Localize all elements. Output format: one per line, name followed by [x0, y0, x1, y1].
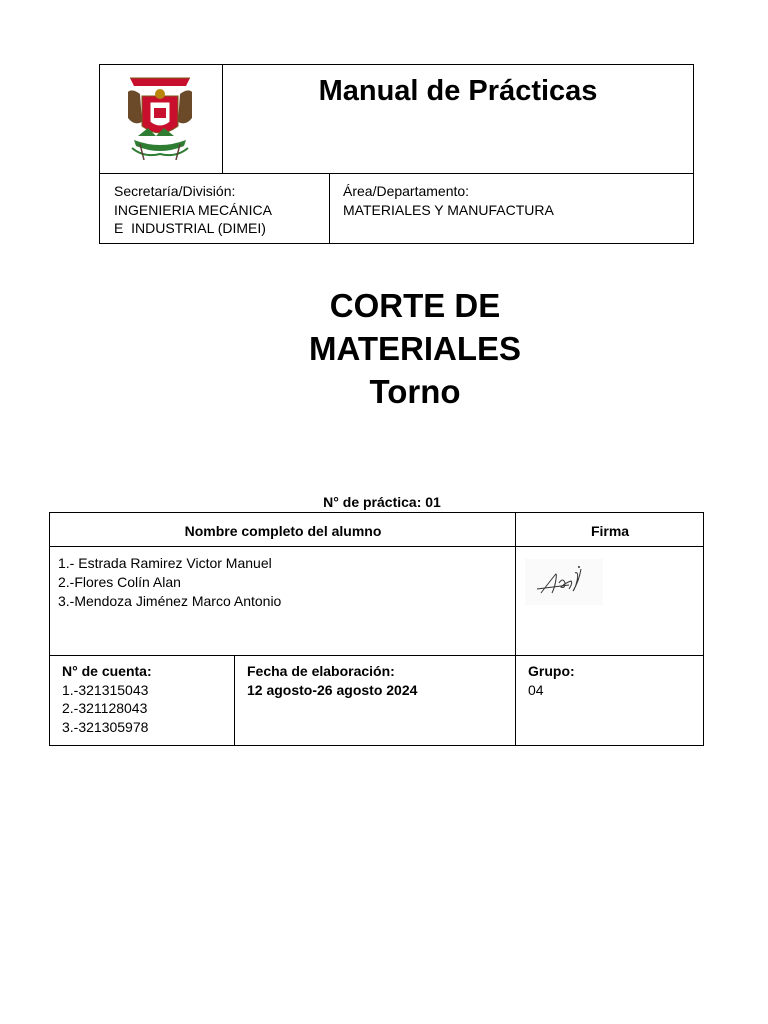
document-title-line-3: Torno	[369, 373, 461, 410]
document-title-line-2: MATERIALES	[308, 330, 522, 367]
division-value-line-1: INGENIERIA MECÁNICA	[114, 201, 272, 218]
group-label: Grupo:	[528, 663, 575, 679]
student-name: 1.- Estrada Ramirez Victor Manuel	[58, 555, 272, 571]
table-divider-2	[50, 655, 703, 656]
document-title	[150, 284, 680, 413]
account-label: N° de cuenta:	[62, 663, 152, 679]
student-table	[49, 512, 704, 746]
name-column-header: Nombre completo del alumno	[184, 523, 382, 539]
student-name: 3.-Mendoza Jiménez Marco Antonio	[58, 593, 282, 609]
student-name: 2.-Flores Colín Alan	[58, 574, 181, 590]
area-label: Área/Departamento:	[343, 183, 470, 199]
account-number: 2.-321128043	[62, 700, 148, 716]
title-cell	[223, 65, 693, 174]
group-cell	[528, 662, 575, 699]
header-box	[99, 64, 694, 244]
division-label: Secretaría/División:	[114, 183, 236, 199]
account-number: 1.-321315043	[62, 681, 149, 698]
handwritten-signature	[525, 559, 603, 605]
manual-title: Manual de Prácticas	[318, 75, 598, 107]
account-number: 3.-321305978	[62, 718, 149, 735]
practice-number: N° de práctica: 01	[323, 494, 441, 510]
document-title-line-1: CORTE DE	[329, 287, 501, 324]
student-names	[58, 554, 281, 611]
date-label: Fecha de elaboración:	[247, 663, 395, 679]
unam-engineering-logo	[124, 74, 196, 164]
logo-cell	[100, 65, 223, 174]
area-cell	[330, 174, 693, 243]
table-divider-1	[50, 546, 703, 547]
area-value: MATERIALES Y MANUFACTURA	[343, 201, 554, 218]
table-column-divider-small	[234, 655, 235, 746]
group-value: 04	[528, 681, 544, 698]
account-cell	[62, 662, 152, 736]
date-cell	[247, 662, 417, 699]
signature-column-header: Firma	[590, 523, 630, 539]
date-value: 12 agosto-26 agosto 2024	[247, 681, 418, 698]
table-column-divider	[515, 513, 516, 746]
division-cell	[100, 174, 330, 243]
division-value-line-2: E INDUSTRIAL (DIMEI)	[114, 220, 266, 236]
